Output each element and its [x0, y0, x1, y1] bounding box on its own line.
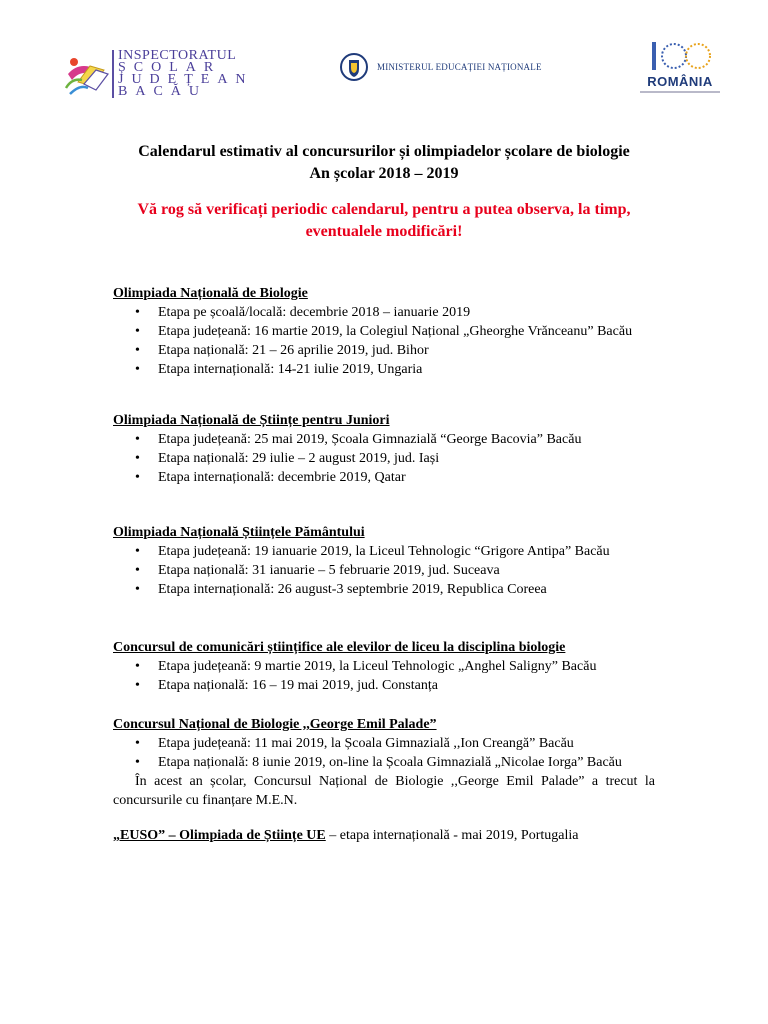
- bullet-icon: •: [135, 362, 140, 377]
- bullet-icon: •: [135, 563, 140, 578]
- list-item: • Etapa județeană: 9 martie 2019, la Liceul Tehnologic „Anghel Saligny” Bacău: [135, 659, 597, 674]
- section-comunicari: [113, 639, 655, 695]
- list-item: • Etapa județeană: 16 martie 2019, la Colegiul Național „Gheorghe Vrănceanu” Bacău: [135, 324, 633, 339]
- list-item: • Etapa națională: 31 ianuarie – 5 februarie 2019, jud. Suceava: [135, 563, 500, 578]
- isj-line-2: ȘCOLAR: [118, 60, 222, 75]
- isj-logo: [64, 44, 254, 104]
- men-logo: [340, 52, 540, 82]
- isj-line-1: INSPECTORATUL: [118, 48, 237, 63]
- bullet-icon: •: [135, 324, 140, 339]
- bullet-icon: •: [135, 343, 140, 358]
- euso-label: „EUSO” – Olimpiada de Științe UE: [113, 828, 326, 843]
- bullet-icon: •: [135, 659, 140, 674]
- list-item: • Etapa județeană: 11 mai 2019, la Școala Gimnazială ,,Ion Creangă” Bacău: [135, 736, 574, 751]
- bullet-icon: •: [135, 470, 140, 485]
- men-crest-icon: [340, 52, 368, 82]
- bullet-icon: •: [135, 544, 140, 559]
- list-item: • Etapa națională: 21 – 26 aprilie 2019, jud. Bihor: [135, 343, 429, 358]
- euso-details: – etapa internațională - mai 2019, Portugalia: [325, 828, 579, 843]
- bullet-icon: •: [135, 755, 140, 770]
- centenary-100-icon: [648, 38, 712, 74]
- section-onsj: [113, 412, 655, 487]
- section-onsp: [113, 524, 655, 599]
- title-line-2: An școlar 2018 – 2019: [309, 165, 459, 182]
- section-heading: Olimpiada Națională de Științe pentru Juniori: [113, 413, 390, 428]
- centenary-subline: [640, 91, 720, 93]
- header-logos: [0, 0, 768, 110]
- bullet-icon: •: [135, 736, 140, 751]
- section-heading: Olimpiada Națională de Biologie: [113, 286, 308, 301]
- palade-note: În acest an școlar, Concursul Național de Biologie ,,George Emil Palade” a trecut la concursurile cu finanțare M.E.N.: [113, 774, 655, 808]
- document-title: [113, 141, 655, 185]
- list-item: • Etapa județeană: 19 ianuarie 2019, la Liceul Tehnologic “Grigore Antipa” Bacău: [135, 544, 610, 559]
- warning-message: Vă rog să verificați periodic calendarul, pentru a putea observa, la timp, eventualele modificări!: [137, 201, 631, 240]
- bullet-icon: •: [135, 451, 140, 466]
- list-item: • Etapa județeană: 25 mai 2019, Școala Gimnazială “George Bacovia” Bacău: [135, 432, 582, 447]
- euso-line: [113, 826, 655, 845]
- men-name: MINISTERUL EDUCAȚIEI NAȚIONALE: [377, 62, 542, 72]
- bullet-icon: •: [135, 305, 140, 320]
- isj-emblem-icon: [64, 44, 110, 102]
- list-item: • Etapa națională: 16 – 19 mai 2019, jud. Constanța: [135, 678, 438, 693]
- list-item: • Etapa internațională: decembrie 2019, Qatar: [135, 470, 406, 485]
- list-item: • Etapa națională: 29 iulie – 2 august 2019, jud. Iași: [135, 451, 440, 466]
- list-item: • Etapa internațională: 14-21 iulie 2019, Ungaria: [135, 362, 423, 377]
- centenary-label: ROMÂNIA: [647, 74, 713, 89]
- bullet-icon: •: [135, 582, 140, 597]
- section-heading: Olimpiada Națională Științele Pământului: [113, 525, 365, 540]
- list-item: • Etapa națională: 8 iunie 2019, on-line la Școala Gimnazială „Nicolae Iorga” Bacău: [135, 755, 622, 770]
- list-item: • Etapa pe școală/locală: decembrie 2018 – ianuarie 2019: [135, 305, 471, 320]
- title-line-1: Calendarul estimativ al concursurilor și olimpiadelor școlare de biologie: [138, 143, 630, 160]
- section-palade: [113, 716, 655, 810]
- list-item: • Etapa internațională: 26 august-3 septembrie 2019, Republica Coreea: [135, 582, 547, 597]
- section-heading: Concursul de comunicări științifice ale elevilor de liceu la disciplina biologie: [113, 640, 566, 655]
- section-onb: [113, 285, 655, 379]
- document-body: [113, 141, 655, 859]
- isj-divider: [112, 50, 114, 98]
- romania-centenary-logo: [640, 38, 720, 98]
- bullet-icon: •: [135, 678, 140, 693]
- isj-line-4: BACĂU: [118, 84, 208, 99]
- bullet-icon: •: [135, 432, 140, 447]
- section-heading: Concursul Național de Biologie ,,George Emil Palade”: [113, 717, 437, 732]
- isj-name: [118, 50, 254, 98]
- isj-line-3: JUDEȚEAN: [118, 72, 254, 87]
